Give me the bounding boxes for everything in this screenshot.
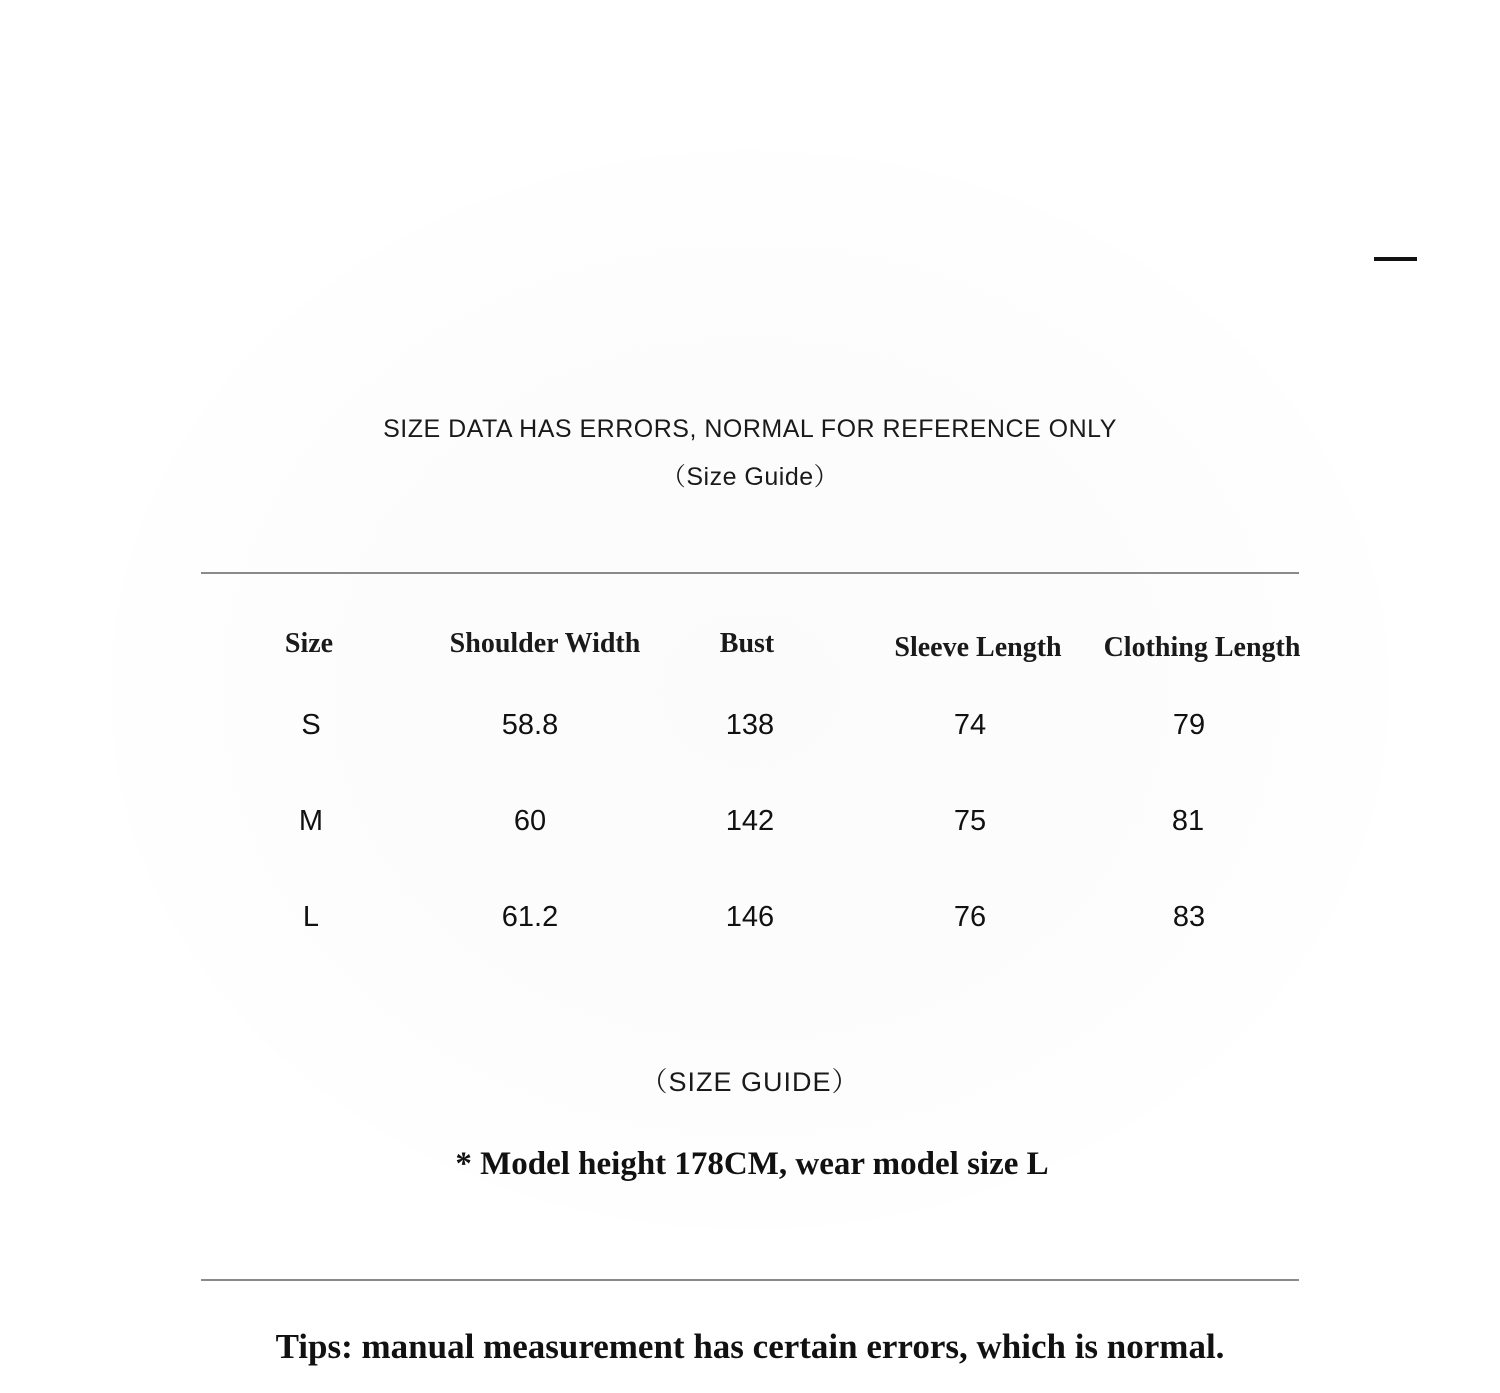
dash-mark [1374,257,1417,261]
column-header-size: Size [284,628,334,659]
row-l-clothing-length: 83 [1172,901,1206,933]
row-l-bust: 146 [725,901,775,933]
notice-title: SIZE DATA HAS ERRORS, NORMAL FOR REFERENCE ONLY [383,415,1117,443]
row-l-size: L [302,901,320,933]
size-guide-subtitle: （Size Guide） [660,463,840,491]
row-m-clothing-length: 81 [1171,805,1205,837]
top-divider [201,572,1299,574]
column-header-bust: Bust [719,628,775,659]
model-note: * Model height 178CM, wear model size L [455,1146,1049,1182]
row-s-sleeve-length: 74 [953,709,987,741]
row-l-shoulder-width: 61.2 [501,901,559,933]
row-s-clothing-length: 79 [1172,709,1206,741]
row-s-size: S [301,709,321,741]
column-header-shoulder-width: Shoulder Width [449,628,641,659]
size-guide-label: （SIZE GUIDE） [640,1067,860,1097]
row-m-bust: 142 [725,805,775,837]
row-s-shoulder-width: 58.8 [501,709,559,741]
row-s-bust: 138 [725,709,775,741]
column-header-clothing-length: Clothing Length [1103,632,1301,663]
row-m-size: M [298,805,324,837]
bottom-divider [201,1279,1299,1281]
tips-note: Tips: manual measurement has certain errors, which is normal. [275,1327,1225,1366]
row-l-sleeve-length: 76 [953,901,987,933]
row-m-sleeve-length: 75 [953,805,987,837]
column-header-sleeve-length: Sleeve Length [894,632,1062,663]
row-m-shoulder-width: 60 [513,805,547,837]
